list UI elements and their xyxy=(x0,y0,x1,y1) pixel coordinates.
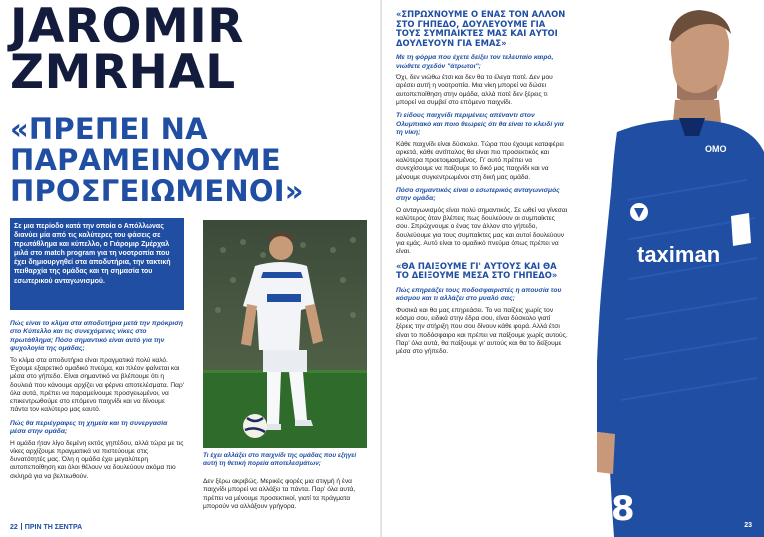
question-4: Με τη φόρμα που έχετε δείξει τον τελευταίο καιρό, νιώθετε σχεδόν "άτρωτοι"; xyxy=(396,54,554,70)
right-page xyxy=(382,0,764,537)
pull-quote-1: «ΣΠΡΩΧΝΟΥΜΕ Ο ΕΝΑΣ ΤΟΝ ΑΛΛΟΝ ΣΤΟ ΓΗΠΕΔΟ, ΔΟΥΛΕΥΟΥΜΕ ΓΙΑ ΤΟΥΣ ΣΥΜΠΑΙΚΤΕΣ ΜΑΣ ΚΑΙ ΑΥΤΟΙ ΔΟΥΛΕΥΟΥΝ ΓΙΑ ΕΜΑΣ» xyxy=(396,9,566,48)
question-2: Πώς θα περιέγραφες τη χημεία και τη συνεργασία μέσα στην ομάδα; xyxy=(10,419,168,436)
quote-headline xyxy=(10,114,380,207)
pull-quote-2: «ΘΑ ΠΑΙΞΟΥΜΕ ΓΙ' ΑΥΤΟΥΣ ΚΑΙ ΘΑ ΤΟ ΔΕΙΞΟΥΜΕ ΜΕΣΑ ΣΤΟ ΓΗΠΕΔΟ» xyxy=(396,260,558,281)
answer-6: Ο ανταγωνισμός είναι πολύ σημαντικός. Σε ωθεί να γίνεσαι καλύτερος όταν βλέπεις πως δουλεύουν οι συμπαίκτες σου. Σπρώχνουμε ο ένας τον άλλον στο γήπεδο, δουλεύουμε για τους συμπαίκτες μας και αυτοί δουλεύουν για εμάς. Αυτό είναι το ομαδικό πνεύμα όπως πρέπει να είναι. xyxy=(396,206,568,256)
quote-line-3: ΠΡΟΣΓΕΙΩΜΕΝΟΙ» xyxy=(10,174,304,208)
photo-caption-question: Τι έχει αλλάξει στο παιχνίδι της ομάδας που εξηγεί αυτή τη θετική πορεία αποτελεσμάτων; xyxy=(203,452,357,467)
intro-box: Σε μια περίοδο κατά την οποία ο Απόλλωνας διανύει μία από τις καλύτερες του φάσεις σε πρωτάθλημα και κύπελλο, ο Γιάρομιρ Ζμέρχαλ μιλά στο match program για τη νοοτροπία που έχει δημιουργηθεί στα αποδυτήρια, την τακτική πειθαρχία της ομάδας και τη σημασία του εσωτερικού ανταγωνισμού. xyxy=(10,218,184,310)
answer-1: Το κλίμα στα αποδυτήρια είναι πραγματικά πολύ καλό. Έχουμε εξαιρετικό ομαδικό πνεύμα, και πλέον φαίνεται και μέσα στο γήπεδο. Είναι σημαντικό να βλέπουμε ότι η δουλειά που κάνουμε αρχίζει να φέρνει αποτελέσματα. Παρ' όλα αυτά, πρέπει να παραμείνουμε προσγειωμένοι, να επικεντρωθούμε στο επόμενο παιχνίδι και να δίνουμε πάντα τον καλύτερο μας εαυτό. xyxy=(10,356,184,414)
answer-5: Κάθε παιχνίδι είναι δύσκολο. Τώρα που έχουμε καταφέρει αρκετά, κάθε αντίπαλος θα είναι πιο προσεκτικός και καλύτερα προετοιμασμένος. Γι' αυτό πρέπει να συνεχίσουμε να παίζουμε το δικό μας παιχνίδι και να μένουμε συγκεντρωμένοι στη δική μας ομάδα. xyxy=(396,140,564,181)
footer-separator xyxy=(21,523,22,530)
player-action-photo xyxy=(203,220,367,448)
quote-line-1: «ΠΡΕΠΕΙ ΝΑ xyxy=(10,112,208,146)
question-6: Πόσο σημαντικός είναι ο εσωτερικός ανταγωνισμός στην ομάδα; xyxy=(396,187,560,203)
player-last-name: ZMRHAL xyxy=(10,45,236,100)
sponsor-logo: taximan xyxy=(637,242,721,267)
left-footer xyxy=(10,523,82,531)
player-portrait-illustration xyxy=(587,0,764,537)
answer-7: Φυσικά και θα μας επηρεάσει. Το να παίζεις χωρίς τον κόσμο σου, ειδικά στην έδρα σου, είναι δύσκολο γιατί ξέρεις την στήριξη που σου δίνουν κάθε φορά. Αλλά έτσι είναι το ποδόσφαιρο και πρέπει να παίξουμε χωρίς αυτούς. Παρ' όλα αυτά, θα παίξουμε γι' αυτούς και θα το δείξουμε μέσα στο γήπεδο. xyxy=(396,306,568,356)
question-5: Τι είδους παιχνίδι περιμένεις απέναντι στον Ολυμπιακό και ποιο θεωρείς ότι θα είναι το κλειδί για τη νίκη; xyxy=(396,112,564,137)
answer-2: Η ομάδα ήταν λίγο δεμένη εκτός γηπέδου, αλλά τώρα με τις νίκες αρχίζουμε πραγματικά να πιστεύουμε στις δυνατότητές μας. Όλη η ομάδα έχει μεγαλύτερη αυτοπεποίθηση και όλοι θέλουν να δουλεύουν ακόμα πιο σκληρά για να βελτιωθούν. xyxy=(10,439,184,480)
kit-maker-logo: OMO xyxy=(705,144,727,154)
player-portrait-photo xyxy=(587,0,764,537)
answer-3: Δεν ξέρω ακριβώς. Μερικές φορές μια στιγμή ή ένα παιχνίδι μπορεί να αλλάξει τα πάντα. Παρ' όλα αυτά, πρέπει να μένουμε προσεκτικοί, γιατί τα πράγματα μπορούν να αλλάξουν γρήγορα. xyxy=(203,478,356,510)
magazine-title: ΠΡΙΝ ΤΗ ΣΕΝΤΡΑ xyxy=(24,524,83,531)
player-action-illustration xyxy=(203,220,367,448)
article-column-1 xyxy=(10,320,184,486)
jersey-number: 8 xyxy=(611,489,635,529)
question-1: Πώς είναι το κλίμα στα αποδυτήρια μετά την πρόκριση στο Κύπελλο και τις συνεχόμενες νίκες στο πρωτάθλημα; Πόσο σημαντικό είναι αυτό για την ψυχολογία της ομάδας; xyxy=(10,320,183,353)
page-number-right: 23 xyxy=(744,522,752,529)
player-name-headline xyxy=(10,0,380,100)
quote-line-2: ΠΑΡΑΜΕΙΝΟΥΜΕ xyxy=(10,143,281,177)
page-number-left: 22 xyxy=(10,524,18,531)
player-first-name: JAROMIR xyxy=(10,0,244,54)
question-7: Πώς επηρεάζει τους ποδοσφαιριστές η απουσία του κόσμου και τι αλλάζει στο μυαλό σας; xyxy=(396,286,562,303)
article-column-right xyxy=(396,10,568,361)
answer-4: Όχι, δεν νιώθω έτσι και δεν θα το έλεγα ποτέ. Δεν μου αρέσει αυτή η νοοτροπία. Μια νίκη μπορεί να δώσει αυτοπεποίθηση στην ομάδα, αλλά ποτέ δεν ξέρεις τι μπορεί να συμβεί στο επόμενο παιχνίδι. xyxy=(396,74,553,107)
